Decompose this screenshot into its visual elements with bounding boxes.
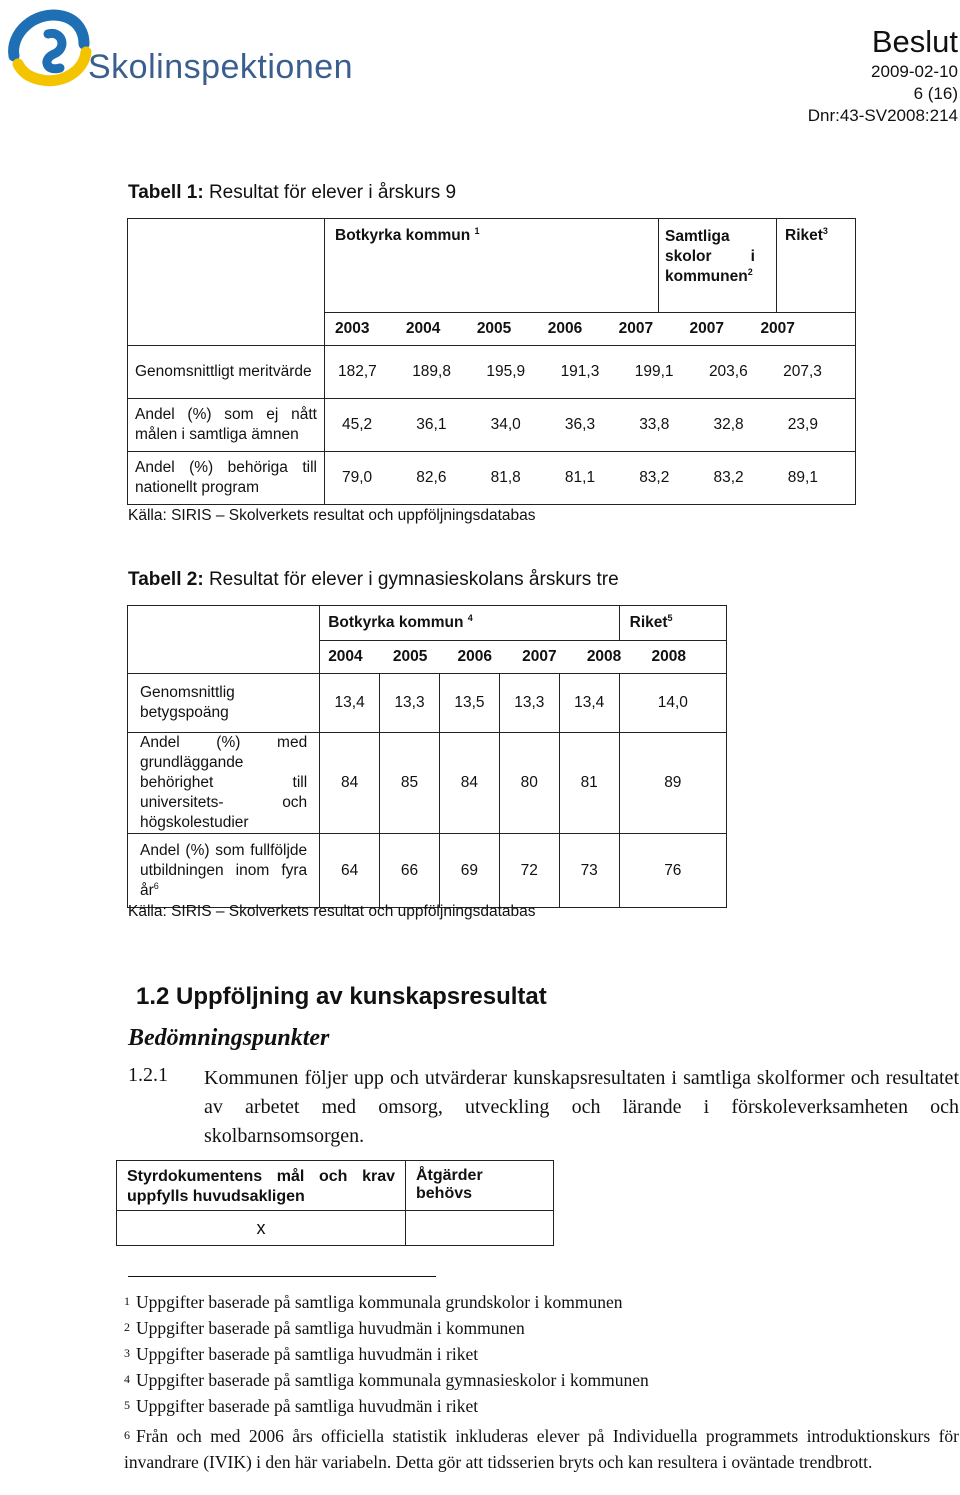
- table2-cell: 13,3: [499, 674, 559, 733]
- assessment-col-action: Åtgärder behövs: [406, 1161, 554, 1211]
- year-label: 2004: [328, 648, 363, 665]
- year-label: 2006: [547, 320, 583, 337]
- footnote-divider: [128, 1276, 436, 1277]
- table2-caption-label: Tabell 2:: [128, 569, 204, 590]
- table1-group-riket: Riket$^3$: [777, 219, 856, 313]
- table2-cell: 13,4: [320, 674, 380, 733]
- table2-cell: 80: [499, 733, 559, 834]
- year-label: 2007: [522, 648, 557, 665]
- table2-cell: 84: [320, 733, 380, 834]
- table2: [127, 605, 727, 908]
- table2-cell: 69: [439, 834, 499, 908]
- table2-cell: 76: [619, 834, 726, 908]
- table2-cell: 72: [499, 834, 559, 908]
- logo-text: Skolinspektionen: [88, 48, 354, 86]
- table2-caption: [128, 569, 619, 591]
- table2-cell: 85: [380, 733, 440, 834]
- table1-row-label: Andel (%) behöriga till nationellt program: [128, 452, 325, 505]
- table1-row: 45,2 36,1 34,0 36,3 33,8 32,8 23,9: [325, 399, 856, 452]
- table2-row-label: Andel (%) med grundläggande behörighet till universitets- och högskolestudier: [128, 733, 320, 834]
- section-subheading: Bedömningspunkter: [128, 1025, 330, 1051]
- table1-row: 79,0 82,6 81,8 81,1 83,2 83,2 89,1: [325, 452, 856, 505]
- footnote: 1 Uppgifter baserade på samtliga kommunala grundskolor i kommunen: [124, 1292, 623, 1312]
- section-heading: 1.2 Uppföljning av kunskapsresultat: [136, 983, 547, 1010]
- table2-cell: 13,4: [559, 674, 619, 733]
- table2-source: Källa: SIRIS – Skolverkets resultat och uppföljningsdatabas: [128, 903, 536, 920]
- table2-years-row: [320, 641, 727, 674]
- document-type: Beslut: [871, 24, 958, 59]
- table1-source: Källa: SIRIS – Skolverkets resultat och uppföljningsdatabas: [128, 507, 536, 524]
- skolinspektionen-logo: [4, 4, 354, 94]
- table2-cell: 64: [320, 834, 380, 908]
- year-label: 2007: [689, 320, 725, 337]
- year-label: 2005: [476, 320, 512, 337]
- table1-years-row: [325, 313, 856, 346]
- table2-cell: 84: [439, 733, 499, 834]
- table1-row: 182,7 189,8 195,9 191,3 199,1 203,6 207,3: [325, 346, 856, 399]
- table1-group-botkyrka: Botkyrka kommun $^1$: [325, 219, 659, 313]
- table2-cell: 89: [619, 733, 726, 834]
- table1-row-label: Andel (%) som ej nått målen i samtliga ämnen: [128, 399, 325, 452]
- table2-cell: 13,3: [380, 674, 440, 733]
- year-label: 2005: [392, 648, 428, 665]
- table2-row-label: Genomsnittlig betygspoäng: [128, 674, 320, 733]
- table1-group-kommun: Samtliga skolor i kommunen$^2$: [659, 219, 777, 313]
- year-label: 2007: [760, 320, 795, 337]
- year-label: 2008: [586, 648, 622, 665]
- table1-caption-label: Tabell 1:: [128, 182, 204, 203]
- footnote: 6 Från och med 2006 års officiella statistik inkluderas elever på Individuella programmets introduktionskurs för invandrare (IVIK) i den här variabeln. Detta gör att tidsserien bryts och kan resultera i oväntade trendbrott.: [124, 1426, 959, 1472]
- document-date: 2009-02-10: [871, 62, 958, 81]
- year-label: 2004: [405, 320, 441, 337]
- footnote: 4 Uppgifter baserade på samtliga kommunala gymnasieskolor i kommunen: [124, 1370, 649, 1390]
- table2-cell: 13,5: [439, 674, 499, 733]
- table2-row-label: Andel (%) som fullföljde utbildningen inom fyra $år^6$: [128, 834, 320, 908]
- table2-group-botkyrka: Botkyrka kommun $^4$: [320, 606, 619, 641]
- table1-row-label: Genomsnittligt meritvärde: [128, 346, 325, 399]
- assessment-mark: x: [117, 1211, 406, 1246]
- table2-cell: 73: [559, 834, 619, 908]
- assessment-empty-cell: [406, 1211, 554, 1246]
- table2-cell: 81: [559, 733, 619, 834]
- year-label: 2003: [335, 320, 370, 337]
- table2-cell: 14,0: [619, 674, 726, 733]
- table1-corner: [128, 219, 325, 313]
- page-number: 6 (16): [913, 84, 958, 103]
- table2-caption-text: Resultat för elever i gymnasieskolans årskurs tre: [203, 569, 619, 590]
- table1-caption: [128, 182, 456, 204]
- footnote: 3 Uppgifter baserade på samtliga huvudmän i riket: [124, 1344, 479, 1364]
- criterion-text: Kommunen följer upp och utvärderar kunskapsresultaten i samtliga skolformer och resultatet av arbetet med omsorg, utveckling och lärande i förskoleverksamheten och skolbarnsomsorgen.: [204, 1067, 959, 1147]
- assessment-table: [116, 1160, 554, 1246]
- assessment-col-met: Styrdokumentens mål och krav uppfylls huvudsakligen: [117, 1161, 406, 1211]
- table2-group-riket: Riket$^5$: [619, 606, 726, 641]
- footnote: 5 Uppgifter baserade på samtliga huvudmän i riket: [124, 1396, 479, 1416]
- document-dnr: Dnr:43-SV2008:214: [807, 106, 958, 125]
- criterion-number: 1.2.1: [128, 1064, 168, 1086]
- year-label: 2007: [618, 320, 654, 337]
- table2-cell: 66: [380, 834, 440, 908]
- year-label: 2006: [457, 648, 492, 665]
- year-label: 2008: [651, 648, 686, 665]
- table1: [127, 218, 856, 505]
- footnote: 2 Uppgifter baserade på samtliga huvudmän i kommunen: [124, 1318, 525, 1338]
- table1-caption-text: Resultat för elever i årskurs 9: [203, 182, 457, 203]
